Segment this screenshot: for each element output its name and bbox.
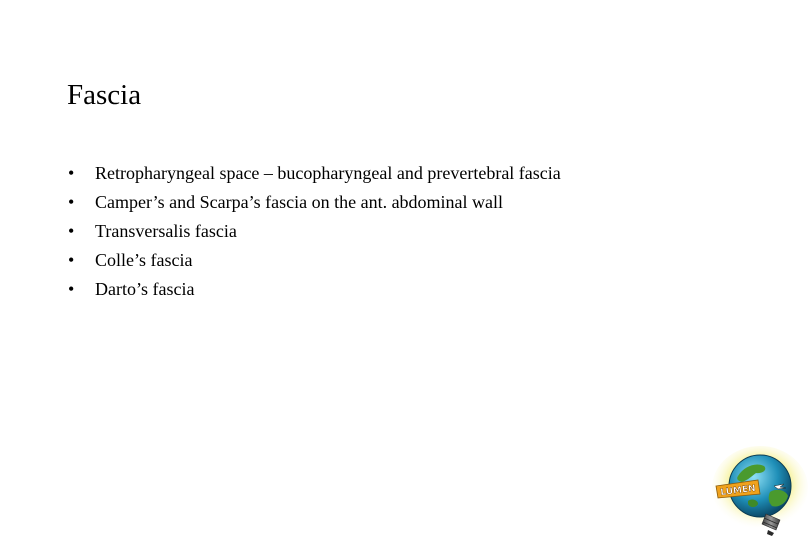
- bullet-dot: •: [68, 192, 75, 212]
- slide-title: Fascia: [67, 79, 142, 111]
- bulb-tip: [767, 530, 774, 536]
- bullet-text: Camper’s and Scarpa’s fascia on the ant. abdominal wall: [95, 192, 504, 212]
- bullet-text: Colle’s fascia: [95, 250, 193, 270]
- lightbulb-globe-icon: [708, 446, 808, 540]
- bullet-dot: •: [68, 163, 75, 183]
- logo-text: LUMEN: [719, 483, 757, 499]
- bullet-text: Darto’s fascia: [95, 279, 195, 299]
- bullet-dot: •: [68, 221, 75, 241]
- lumen-logo: [708, 446, 808, 540]
- bullet-text: Transversalis fascia: [95, 221, 237, 241]
- bullet-text: Retropharyngeal space – bucopharyngeal and prevertebral fascia: [95, 163, 561, 183]
- bullet-dot: •: [68, 279, 75, 299]
- bullet-dot: •: [68, 250, 75, 270]
